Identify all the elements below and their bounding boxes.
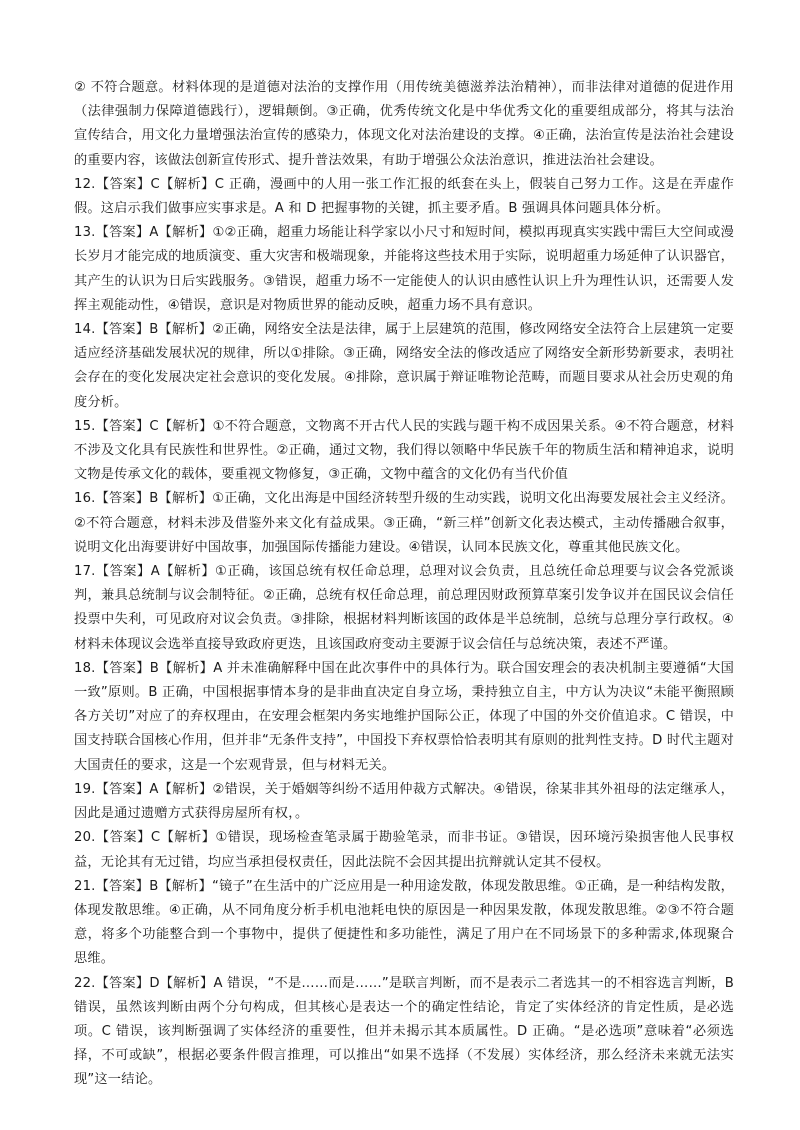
- answer-14: 14.【答案】B【解析】②正确，网络安全法是法律，属于上层建筑的范围，修改网络安全法符合上层建筑一定要适应经济基础发展状况的规律，所以①排除。③正确，网络安全法的修改适应了网络安全新形势新要求，表明社会存在的变化发展决定社会意识的变化发展。④排除，意识属于辩证唯物论范畴，而题目要求从社会历史观的角度分析。: [74, 322, 734, 410]
- answer-16: 16.【答案】B【解析】①正确，文化出海是中国经济转型升级的生动实践，说明文化出海要发展社会主义经济。②不符合题意，材料未涉及借鉴外来文化有益成果。③正确，“新三样”创新文化表达模式，主动传播融合叙事，说明文化出海要讲好中国故事，加强国际传播能力建设。④错误，认同本民族文化，尊重其他民族文化。: [74, 491, 734, 555]
- answer-21: 21.【答案】B【解析】“镜子”在生活中的广泛应用是一种用途发散，体现发散思维。①正确，是一种结构发散，体现发散思维。④正确，从不同角度分析手机电池耗电快的原因是一种因果发散，体现发散思维。②③不符合题意，将多个功能整合到一个事物中，提供了便捷性和多功能性，满足了用户在不同场景下的多种需求,体现聚合思维。: [74, 878, 734, 967]
- answer-12: 12.【答案】C【解析】C 正确，漫画中的人用一张工作汇报的纸套在头上，假装自己努力工作。这是在弄虚作假。这启示我们做事应实事求是。A 和 D 把握事物的关键，抓主要矛盾。B 强调具体问题具体分析。: [74, 176, 734, 217]
- paragraph-continuation: ② 不符合题意。材料体现的是道德对法治的支撑作用（用传统美德滋养法治精神），而非法律对道德的促进作用（法律强制力保障道德践行），逻辑颠倒。③正确，优秀传统文化是中华优秀文化的重要组成部分，将其与法治宣传结合，用文化力量增强法治宣传的感染力，体现文化对法治建设的支撑。④正确，法治宣传是法治社会建设的重要内容，该做法创新宣传形式、提升普法效果，有助于增强公众法治意识，推进法治社会建设。: [74, 80, 734, 168]
- answer-20: 20.【答案】C【解析】①错误，现场检查笔录属于勘验笔录，而非书证。③错误，因环境污染损害他人民事权益，无论其有无过错，均应当承担侵权责任，因此法院不会因其提出抗辩就认定其不侵权。: [74, 830, 734, 870]
- answer-explanation-page: [74, 76, 734, 1093]
- answer-15: 15.【答案】C【解析】①不符合题意，文物离不开古代人民的实践与题干构不成因果关系。④不符合题意，材料不涉及文化具有民族性和世界性。②正确，通过文物，我们得以领略中华民族千年的物质生活和精神追求，说明文物是传承文化的载体，要重视文物修复，③正确，文物中蕴含的文化仍有当代价值: [74, 418, 734, 483]
- answer-22: 22.【答案】D【解析】A 错误，“不是……而是……”是联言判断，而不是表示二者选其一的不相容选言判断，B 错误，虽然该判断由两个分句构成，但其核心是表达一个的确定性结论，肯定了实体经济的肯定性质，是必选项。C 错误，该判断强调了实体经济的重要性，但并未揭示其本质属性。D 正确。“是必选项”意味着“必须选择，不可或缺”，根据必要条件假言推理，可以推出“如果不选择（不发展）实体经济，那么经济未来就无法实现”这一结论。: [74, 975, 734, 1088]
- answer-17: 17.【答案】A【解析】①正确，该国总统有权任命总理，总理对议会负责，且总统任命总理要与议会各党派谈判，兼具总统制与议会制特征。②正确，总统有权任命总理，前总理因财政预算草案引发争议并在国民议会信任投票中失利，可见政府对议会负责。③排除，根据材料判断该国的政体是半总统制，总统与总理分享行政权。④材料未体现议会选举直接导致政府更迭，且该国政府变动主要源于议会信任与总统决策，表述不严谨。: [74, 564, 734, 652]
- answer-13: 13.【答案】A【解析】①②正确，超重力场能让科学家以小尺寸和短时间，模拟再现真实实践中需巨大空间或漫长岁月才能完成的地质演变、重大灾害和极端现象，并能将这些技术用于实际，说明超重力场延伸了认识器官，其产生的认识为日后实践服务。③错误，超重力场不一定能使人的认识由感性认识上升为理性认识，还需要人发挥主观能动性，④错误，意识是对物质世界的能动反映，超重力场不具有意识。: [74, 225, 734, 313]
- answer-19: 19.【答案】A【解析】②错误，关于婚姻等纠纷不适用仲裁方式解决。④错误，徐某非其外祖母的法定继承人，因此是通过遗赠方式获得房屋所有权，。: [74, 781, 734, 822]
- answer-18: 18.【答案】B【解析】A 并未准确解释中国在此次事件中的具体行为。联合国安理会的表决机制主要遵循“大国一致”原则。B 正确，中国根据事情本身的是非曲直决定自身立场，秉持独立自主，中方认为决议“未能平衡照顾各方关切”对应了的弃权理由，在安理会框架内务实地维护国际公正，体现了中国的外交价值追求。C 错误，中国支持联合国核心作用，但并非“无条件支持”，中国投下弃权票恰恰表明其有原则的批判性支持。D 时代主题对大国责任的要求，这是一个宏观背景，但与材料无关。: [74, 660, 734, 773]
